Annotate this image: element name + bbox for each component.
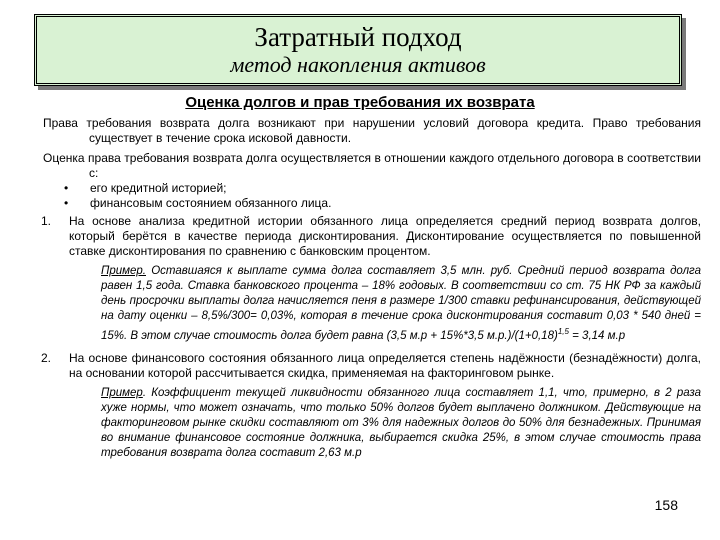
example-2 <box>101 386 701 461</box>
slide-subtitle: метод накопления активов <box>230 52 486 77</box>
paragraph-assessment: Оценка права требования возврата долга осуществляется в отношении каждого отдельного договора в соответствии с: <box>43 151 701 180</box>
item-text: На основе финансового состояния обязанного лица определяется степень надёжности (безнадёжности) долга, на основании которой рассчитывается скидка, применяемая на факторинговом рынке. <box>69 350 701 380</box>
example-label: Пример. <box>101 265 146 277</box>
slide-title-box <box>34 14 682 86</box>
item-text: На основе анализа кредитной истории обязанного лица определяется средний период возврата долгов, который берётся в качестве периода дисконтирования. Дисконтирование осуществляется по повышенной ставке дисконтирования по сравнению с банковским процентом. <box>69 214 701 258</box>
bullet-text: финансовым состоянием обязанного лица. <box>90 196 332 210</box>
slide-content <box>43 116 701 461</box>
paragraph-rights: Права требования возврата долга возникают при нарушении условий договора кредита. Право требования существует в течение срока исковой давности. <box>43 116 701 145</box>
example-label: Пример <box>101 386 143 399</box>
example-1 <box>101 264 701 344</box>
section-heading: Оценка долгов и прав требования их возврата <box>185 94 535 111</box>
list-item <box>43 181 701 196</box>
example-text: . Коэффициент текущей ликвидности обязанного лица составляет 1,1, что, примерно, в 2 раза хуже нормы, что может означать, что только 50% долгов будет выплачено должником. Действующие на факторинговом рынке скидки составляют от 3% для надежных долгов до 50% для безнадежных. Принимая во внимание финансовое состояние должника, выбирается скидка 25%, в этом случае стоимость права требования возврата долга составит 2,63 м.р <box>101 386 701 459</box>
item-number: 1. <box>41 214 52 228</box>
bullet-text: его кредитной историей; <box>90 181 227 195</box>
numbered-item-2 <box>43 351 701 381</box>
page-number: 158 <box>654 497 678 513</box>
numbered-item-1 <box>43 214 701 259</box>
example-text: Оставшаяся к выплате сумма долга составляет 3,5 млн. руб. Средний период возврата долга равен 1,5 года. Ставка банковского процента – 18% годовых. В соответствии со ст. 75 НК РФ за каждый день просрочки выплаты долга начисляется пеня в размере 1/300 ставки рефинансирования, действующей на дату оценки – 8,5%/300= 0,03%, которая в течение срока дисконтирования составит 0,03 * 540 дней = 15%. В этом случае стоимость долга будет равна (3,5 м.р + 15%*3,5 м.р.)/(1+0,18) <box>101 265 701 342</box>
slide-title: Затратный подход <box>254 22 462 52</box>
bullet-icon: • <box>64 196 69 210</box>
example-exponent: 1,5 <box>557 327 569 336</box>
item-number: 2. <box>41 350 52 365</box>
list-item <box>43 196 701 211</box>
bullet-icon: • <box>64 181 69 195</box>
example-result: = 3,14 м.р <box>568 329 626 342</box>
